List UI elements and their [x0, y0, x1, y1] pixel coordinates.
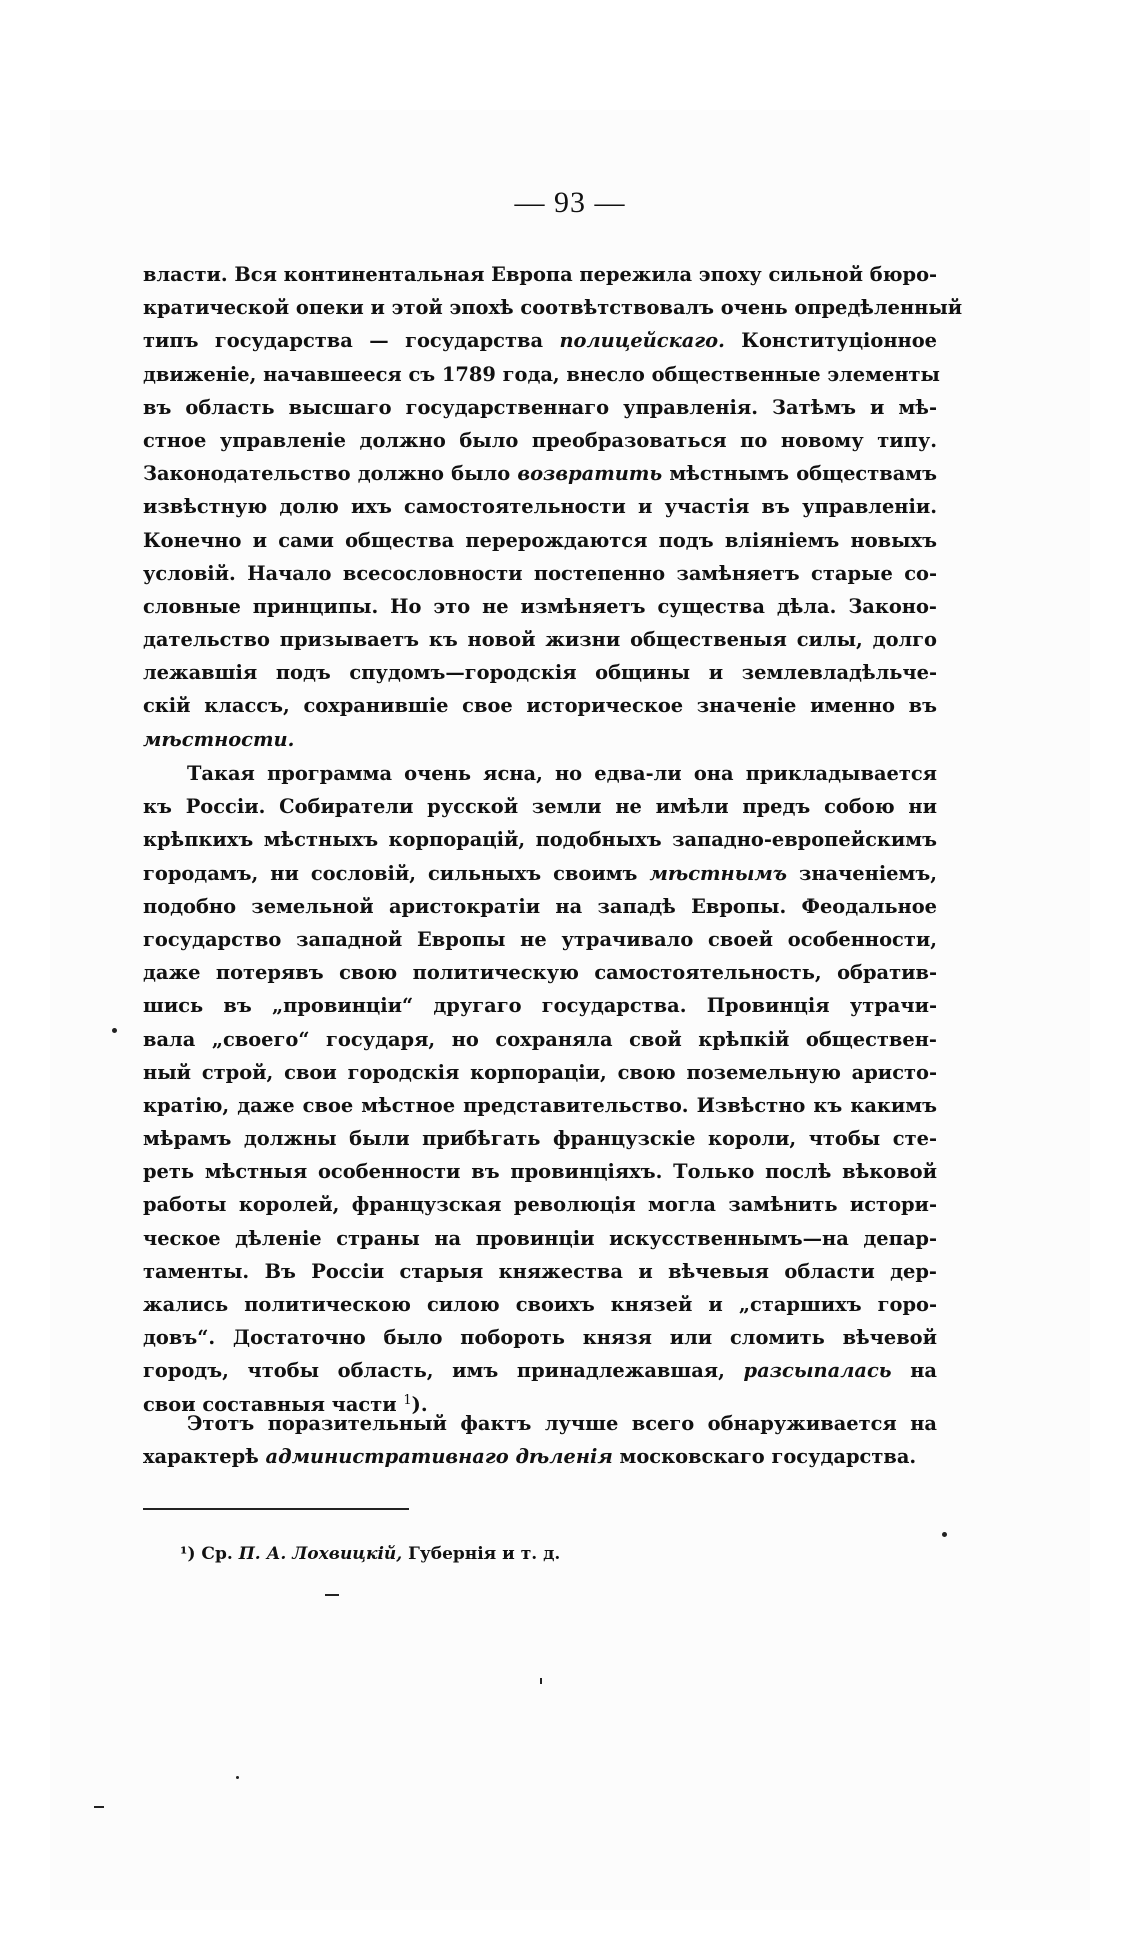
print-speck: [942, 1532, 947, 1537]
text-run: реть мѣстныя особенности въ провинціяхъ. Только послѣ вѣковой: [143, 1160, 937, 1184]
text-line: [143, 1089, 937, 1122]
emphasized-text: разсыпалась: [743, 1359, 892, 1383]
text-run: свои составныя части: [143, 1392, 404, 1416]
text-line: [143, 490, 937, 523]
text-run: мѣрамъ должны были прибѣгать французскіе короли, чтобы сте-: [143, 1127, 937, 1151]
text-run: условій. Начало всесословности постепенно замѣняетъ старые со-: [143, 561, 937, 585]
text-run: государство западной Европы не утрачивало своей особенности,: [143, 927, 937, 951]
text-line: [143, 623, 937, 656]
text-line: [143, 857, 937, 890]
paragraph-2: [143, 757, 937, 1421]
text-run: шись въ „провинціи“ другаго государства. Провинція утрачи-: [143, 994, 937, 1018]
text-run: дательство призываетъ къ новой жизни общественыя силы, долго: [143, 628, 937, 652]
text-line: [143, 1222, 937, 1255]
text-line: [143, 1155, 937, 1188]
text-run: скій классъ, сохранившіе свое историческое значеніе именно въ: [143, 694, 937, 718]
text-run: стное управленіе должно было преобразоваться по новому типу.: [143, 428, 937, 452]
text-run: характерѣ: [143, 1445, 266, 1469]
text-line: [143, 923, 937, 956]
paragraph-3: [143, 1407, 937, 1473]
text-line: [143, 524, 937, 557]
text-run: таменты. Въ Россіи старыя княжества и вѣчевыя области дер-: [143, 1259, 937, 1283]
print-speck: [236, 1776, 239, 1779]
text-run: на: [891, 1359, 937, 1383]
text-run: работы королей, французская революція могла замѣнить истори-: [143, 1193, 937, 1217]
emphasized-text: мѣстности.: [143, 727, 295, 751]
print-speck: [94, 1806, 104, 1808]
text-line: [143, 1255, 937, 1288]
text-line: [143, 723, 937, 756]
footnote-author: П. А. Лохвицкій,: [238, 1544, 403, 1564]
text-run: движеніе, начавшееся съ 1789 года, внесло общественные элементы: [143, 362, 940, 386]
emphasized-text: полицейскаго.: [559, 329, 725, 353]
text-run: крѣпкихъ мѣстныхъ корпорацій, подобныхъ западно-европейскимъ: [143, 828, 937, 852]
footnote-reference: 1: [403, 1392, 412, 1408]
text-run: значеніемъ,: [786, 861, 937, 885]
text-run: Этотъ поразительный фактъ лучше всего обнаруживается на: [187, 1412, 937, 1435]
text-line: [143, 590, 937, 623]
text-line: [143, 1407, 937, 1440]
text-run: кратію, даже свое мѣстное представительство. Извѣстно къ какимъ: [143, 1093, 937, 1117]
text-run: ).: [411, 1392, 428, 1416]
text-run: въ область высшаго государственнаго управленія. Затѣмъ и мѣ-: [143, 395, 937, 419]
print-speck: [540, 1678, 542, 1684]
text-run: городамъ, ни сословій, сильныхъ своимъ: [143, 861, 650, 885]
text-line: [143, 890, 937, 923]
footnote-rule: [143, 1508, 409, 1510]
text-line: [143, 790, 937, 823]
footnote-prefix: Ср.: [201, 1544, 233, 1564]
text-run: мѣстнымъ обществамъ: [662, 462, 937, 486]
print-speck: [112, 1028, 117, 1033]
print-speck: [325, 1594, 339, 1596]
text-line: [143, 1354, 937, 1387]
text-run: власти. Вся континентальная Европа пережила эпоху сильной бюро-: [143, 263, 938, 286]
text-line: [143, 689, 937, 722]
text-run: лежавшія подъ спудомъ—городскія общины и землевладѣльче-: [143, 661, 937, 685]
emphasized-text: мѣстнымъ: [649, 861, 787, 885]
text-run: кратической опеки и этой эпохѣ соотвѣтствовалъ очень опредѣленный: [143, 296, 963, 320]
text-line: [143, 1122, 937, 1155]
text-line: [143, 358, 940, 391]
text-line: [143, 1056, 937, 1089]
page-number: — 93 —: [514, 186, 626, 219]
text-run: Конституціонное: [724, 329, 937, 353]
text-run: вала „своего“ государя, но сохраняла свой крѣпкій обществен-: [143, 1027, 937, 1051]
text-line: [143, 1321, 937, 1354]
text-run: жались политическою силою своихъ князей и „старшихъ горо-: [143, 1293, 937, 1316]
text-run: даже потерявъ свою политическую самостоятельность, обратив-: [143, 961, 937, 985]
text-line: [143, 258, 937, 291]
text-run: къ Россіи. Собиратели русской земли не имѣли предъ собою ни: [143, 795, 937, 819]
footnote-marker: ¹): [180, 1544, 196, 1564]
text-line: [143, 823, 937, 856]
text-run: ческое дѣленіе страны на провинціи искусственнымъ—на депар-: [143, 1226, 937, 1250]
text-run: довъ“. Достаточно было побороть князя или сломить вѣчевой: [143, 1326, 937, 1350]
text-line: [143, 989, 937, 1022]
text-line: [143, 457, 937, 490]
text-run: городъ, чтобы область, имъ принадлежавшая,: [143, 1359, 744, 1383]
text-run: Законодательство должно было: [143, 462, 518, 486]
text-line: [143, 1288, 937, 1321]
footnote: [180, 1540, 560, 1568]
footnote-rest: Губернія и т. д.: [408, 1544, 561, 1564]
emphasized-text: административнаго дѣленія: [265, 1445, 613, 1469]
text-line: [143, 1440, 937, 1473]
text-run: Такая программа очень ясна, но едва-ли она прикладывается: [187, 762, 937, 785]
text-line: [143, 291, 963, 324]
text-line: [143, 557, 937, 590]
text-line: [143, 1023, 937, 1056]
text-line: [143, 656, 937, 689]
text-run: ный строй, свои городскія корпораціи, свою поземельную аристо-: [143, 1060, 937, 1084]
text-run: типъ государства — государства: [143, 329, 560, 353]
text-run: словные принципы. Но это не измѣняетъ существа дѣла. Законо-: [143, 594, 937, 618]
text-run: московскаго государства.: [612, 1445, 917, 1469]
text-run: Конечно и сами общества перерождаются подъ вліяніемъ новыхъ: [143, 528, 937, 552]
text-line: [143, 1188, 937, 1221]
text-line: [143, 391, 937, 424]
paragraph-1: [143, 258, 963, 756]
text-line: [143, 424, 937, 457]
text-line: [143, 956, 937, 989]
text-run: извѣстную долю ихъ самостоятельности и участія въ управленіи.: [143, 495, 937, 519]
text-line: [143, 324, 937, 357]
text-run: подобно земельной аристократіи на западѣ Европы. Феодальное: [143, 894, 937, 918]
emphasized-text: возвратить: [517, 462, 663, 486]
text-line: [143, 757, 937, 790]
